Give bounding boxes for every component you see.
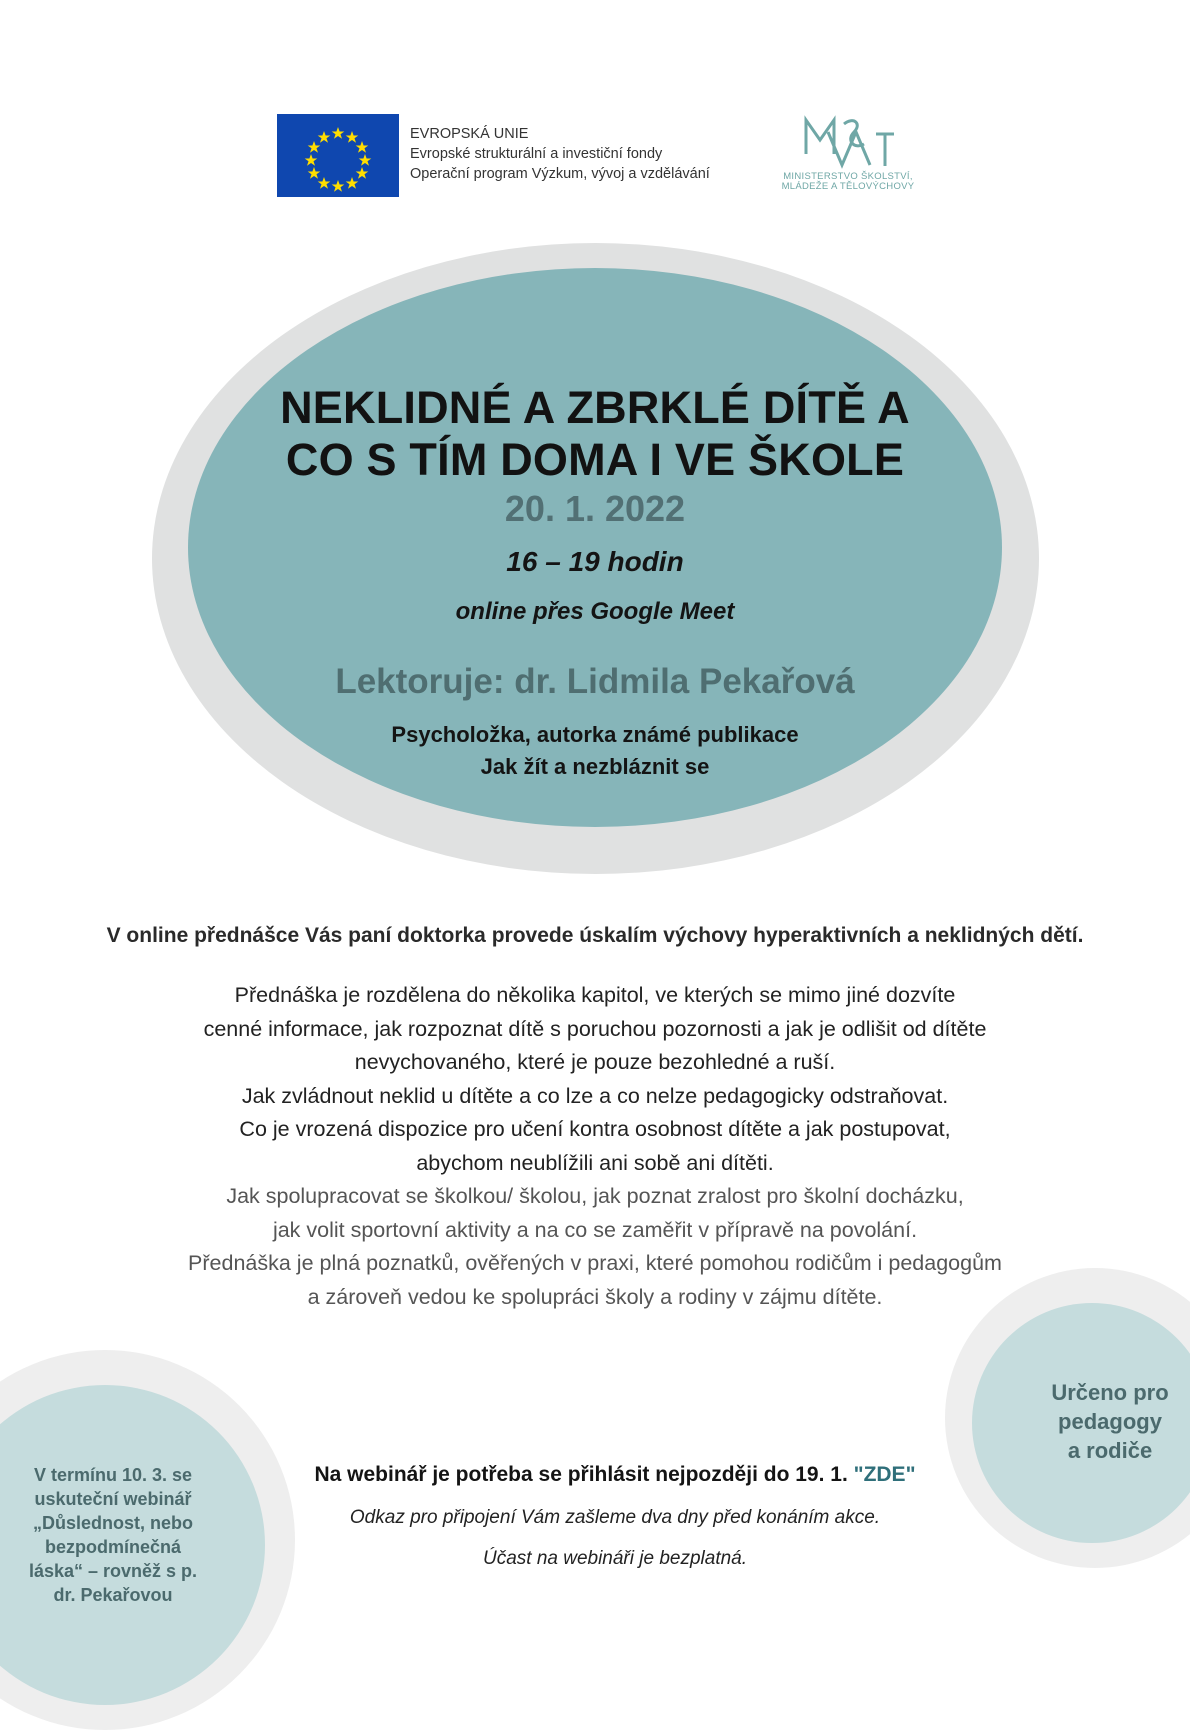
next-webinar-note: V termínu 10. 3. se uskuteční webinář „Důslednost, nebo bezpodmínečná láska“ – rovněž s p. dr. Pekařovou [28, 1465, 198, 1605]
body-line: nevychovaného, které je pouze bezohledné a ruší. [354, 1050, 836, 1074]
eu-flag-logo [277, 114, 399, 197]
msmt-monogram-icon [758, 110, 938, 172]
lecturer-name: Lektoruje: dr. Lidmila Pekařová [335, 662, 855, 701]
event-hours: 16 – 19 hodin [506, 546, 684, 577]
eu-title: EVROPSKÁ UNIE [410, 126, 529, 142]
eu-text-block [410, 124, 710, 184]
signup-link[interactable]: "ZDE" [853, 1463, 916, 1486]
audience-line2: pedagogy [1058, 1409, 1162, 1434]
msmt-name-line1: MINISTERSTVO ŠKOLSTVÍ, [783, 171, 913, 182]
event-platform: online přes Google Meet [455, 598, 735, 625]
msmt-name [758, 172, 938, 192]
audience-note [1035, 1378, 1185, 1465]
body-line: abychom neublížili ani sobě ani dítěti. [416, 1150, 774, 1175]
body-line: Co je vrozená dispozice pro učení kontra osobnost dítěte a jak postupovat, [239, 1117, 951, 1141]
msmt-name-line2: MLÁDEŽE A TĚLOVÝCHOVY [781, 181, 915, 192]
join-info: Odkaz pro připojení Vám zašleme dva dny před konáním akce. [349, 1507, 881, 1528]
body-line: cenné informace, jak rozpoznat dítě s poruchou pozornosti a jak je odlišit od dítěte [203, 1016, 987, 1041]
event-title-line1: NEKLIDNÉ A ZBRKLÉ DÍTĚ A [280, 382, 910, 433]
body-line: Jak zvládnout neklid u dítěte a co lze a co nelze pedagogicky odstraňovat. [241, 1083, 949, 1108]
eu-funds: Evropské strukturální a investiční fondy [410, 146, 663, 162]
lecturer-description [0, 719, 1190, 783]
audience-line1: Určeno pro [1051, 1380, 1169, 1405]
event-title [0, 382, 1190, 486]
signup-notice [300, 1463, 930, 1487]
body-line: Jak spolupracovat se školkou/ školou, jak poznat zralost pro školní docházku, [226, 1184, 964, 1208]
eu-stars-icon [277, 114, 399, 197]
body-paragraph [0, 979, 1190, 1314]
body-line: jak volit sportovní aktivity a na co se zaměřit v přípravě na povolání. [272, 1217, 918, 1242]
intro-text: V online přednášce Vás paní doktorka provede úskalím výchovy hyperaktivních a neklidných dětí. [106, 924, 1084, 947]
free-info: Účast na webináři je bezplatná. [482, 1548, 748, 1569]
body-line: a zároveň vedou ke spolupráci školy a rodiny v zájmu dítěte. [307, 1284, 883, 1309]
eu-program: Operační program Výzkum, vývoj a vzdělávání [410, 166, 710, 182]
event-date: 20. 1. 2022 [504, 488, 686, 529]
audience-line3: a rodiče [1067, 1438, 1153, 1463]
signup-text: Na webinář je potřeba se přihlásit nejpozději do 19. 1. [314, 1463, 854, 1486]
body-line: Přednáška je rozdělena do několika kapitol, ve kterých se mimo jiné dozvíte [234, 983, 956, 1007]
body-line: Přednáška je plná poznatků, ověřených v praxi, které pomohou rodičům i pedagogům [188, 1251, 1002, 1275]
event-title-line2: CO S TÍM DOMA I VE ŠKOLE [285, 434, 905, 485]
lecturer-desc-line2: Jak žít a nezbláznit se [480, 754, 710, 779]
lecturer-desc-line1: Psycholožka, autorka známé publikace [391, 722, 799, 747]
